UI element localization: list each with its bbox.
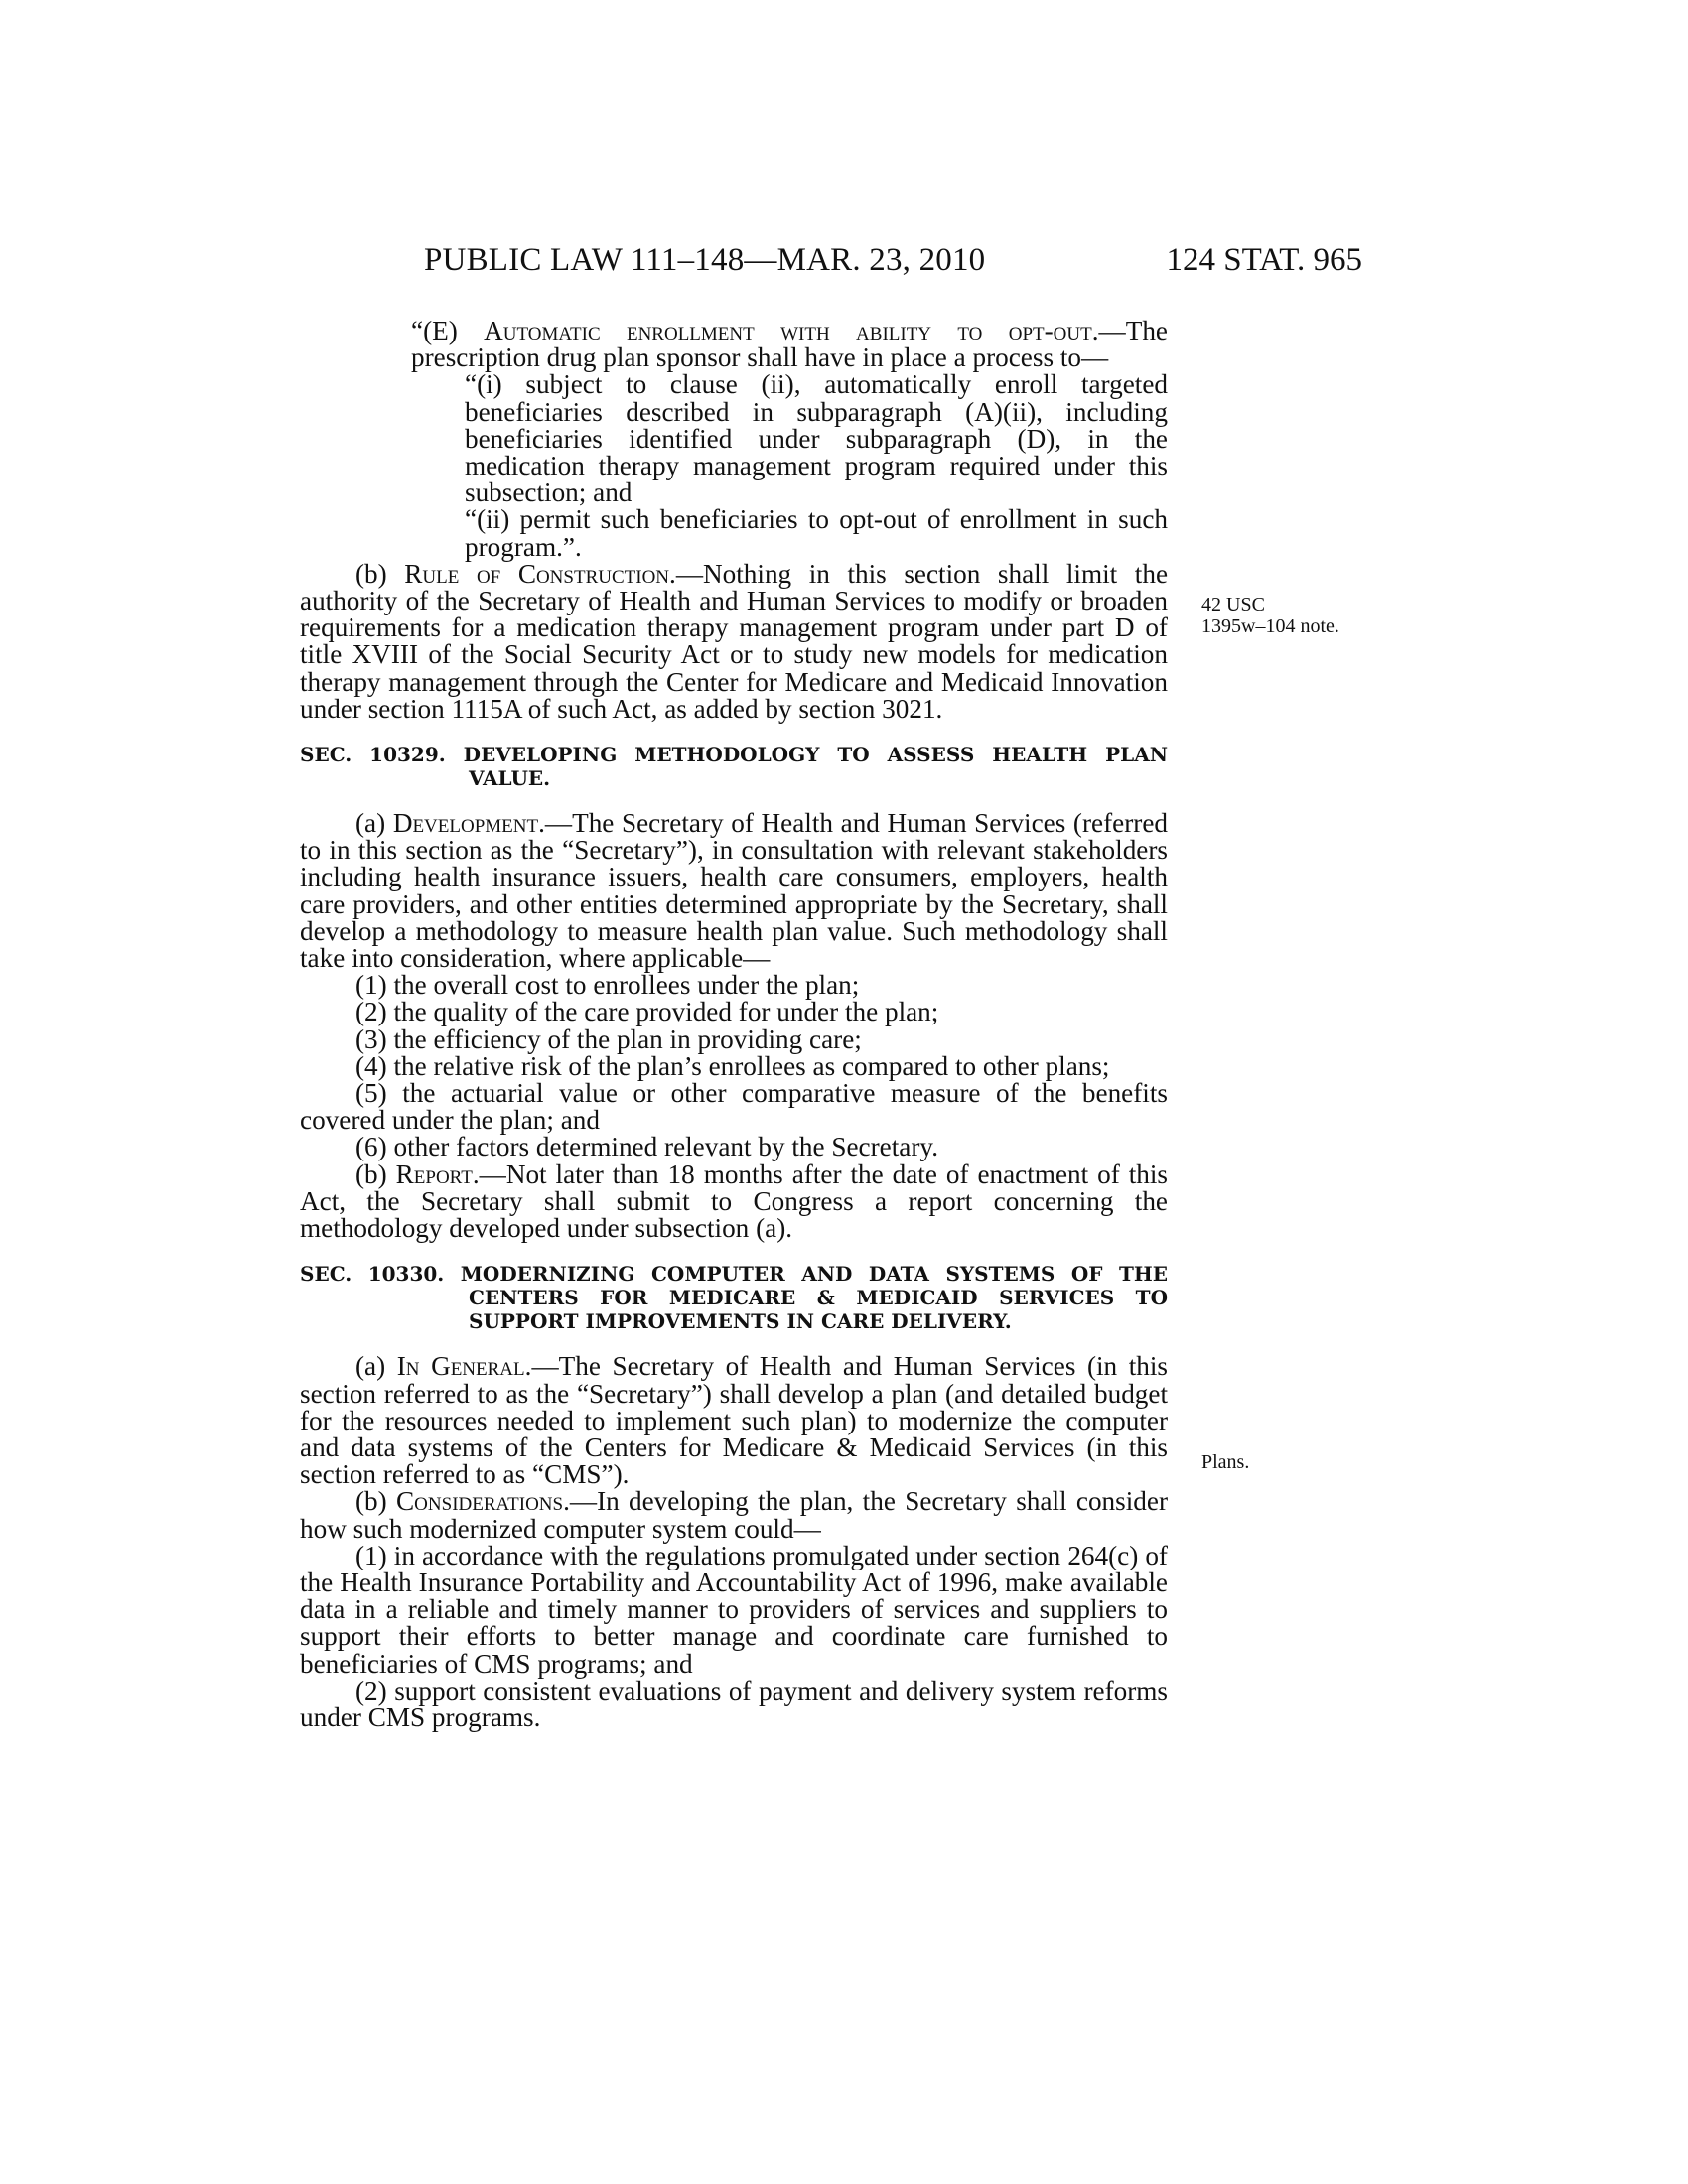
statute-body xyxy=(300,318,1168,1731)
sec-10330-a-heading: In General xyxy=(396,1351,525,1382)
list-item: (1) the overall cost to enrollees under the plan; xyxy=(355,970,860,1001)
section-10329-title: SEC. 10329. DEVELOPING METHODOLOGY TO ASSESS HEALTH PLAN VALUE. xyxy=(300,743,1168,791)
sec-10329-a-heading: Development xyxy=(392,808,539,839)
running-head: PUBLIC LAW 111–148—MAR. 23, 2010 xyxy=(424,242,986,278)
sec-10329-b-heading: Report xyxy=(395,1159,473,1189)
rule-b-label: (b) xyxy=(355,558,405,589)
list-item: (6) other factors determined relevant by the Secretary. xyxy=(355,1132,939,1162)
rule-of-construction xyxy=(300,558,1169,724)
list-item: (3) the efficiency of the plan in providing care; xyxy=(355,1024,862,1054)
subparagraph-e-text: .—The prescription drug plan sponsor shall have in place a process to— xyxy=(411,316,1168,373)
list-item: (2) the quality of the care provided for under the plan; xyxy=(355,997,939,1027)
margin-note-plans: Plans. xyxy=(1201,1451,1250,1473)
list-item: (5) the actuarial value or other comparative measure of the benefits covered under the plan; and xyxy=(300,1078,1168,1136)
sec-10329-subsection-a xyxy=(300,810,1168,972)
page-number: 124 STAT. 965 xyxy=(1166,242,1362,278)
list-item: (1) in accordance with the regulations promulgated under section 264(c) of the Health Insurance Portability and Accountability Act of 1996, make available data in a reliable and timely manner to providers of services and suppliers to support their efforts to better manage and coordinate care furnished to beneficiaries of CMS programs; and xyxy=(300,1540,1168,1679)
sec-10330-b-label: (b) xyxy=(355,1486,397,1517)
margin-note-usc-line1: 42 USC xyxy=(1201,594,1265,615)
sec-10330-b-text: .—In developing the plan, the Secretary shall consider how such modernized computer system could— xyxy=(300,1486,1168,1544)
subparagraph-e-heading: Automatic enrollment with ability to opt-out xyxy=(484,316,1092,345)
sec-10329-a-text: .—The Secretary of Health and Human Services (referred to in this section as the “Secretary”), in consultation with relevant stakeholders including health insurance issuers, health care consumers, employers, health care providers, and other entities determined appropriate by the Secretary, shall develop a methodology to measure health plan value. Such methodology shall take into consideration, where applicable— xyxy=(300,808,1168,974)
rule-b-heading: Rule of Construction xyxy=(404,558,670,589)
sec-10329-b-text: .—Not later than 18 months after the date of enactment of this Act, the Secretary shall submit to Congress a report concerning the methodology developed under subsection (a). xyxy=(300,1159,1168,1244)
sec-10330-a-label: (a) xyxy=(355,1351,397,1382)
clause-ii: “(ii) permit such beneficiaries to opt-out of enrollment in such program.”. xyxy=(465,504,1168,562)
subparagraph-e xyxy=(300,318,1168,371)
margin-note-usc-line2: 1395w–104 note. xyxy=(1201,615,1339,637)
sec-10330-a-text: .—The Secretary of Health and Human Services (in this section referred to as the “Secretary”) shall develop a plan (and detailed budget for the resources needed to implement such plan) to modernize the computer and data systems of the Centers for Medicare & Medicaid Services (in this section referred to as “CMS”). xyxy=(300,1351,1168,1490)
rule-b-text: .—Nothing in this section shall limit the authority of the Secretary of Health and Human Services to modify or broaden requirements for a medication therapy management program under part D of title XVIII of the Social Security Act or to study new models for medication therapy management through the Center for Medicare and Medicaid Innovation under section 1115A of such Act, as added by section 3021. xyxy=(300,558,1169,724)
page-header xyxy=(424,242,1362,288)
section-10330-title: SEC. 10330. MODERNIZING COMPUTER AND DATA SYSTEMS OF THE CENTERS FOR MEDICARE & MEDICAID SERVICES TO SUPPORT IMPROVEMENTS IN CARE DELIVERY. xyxy=(300,1262,1168,1334)
subparagraph-e-label: “(E) xyxy=(411,316,485,345)
sec-10329-subsection-b xyxy=(300,1161,1168,1243)
sec-10330-subsection-b xyxy=(300,1488,1168,1542)
list-item: (4) the relative risk of the plan’s enrollees as compared to other plans; xyxy=(355,1050,1110,1081)
sec-10330-b-heading: Considerations xyxy=(396,1486,564,1517)
sec-10329-a-label: (a) xyxy=(355,808,393,839)
list-item: (2) support consistent evaluations of payment and delivery system reforms under CMS programs. xyxy=(300,1675,1168,1732)
margin-note-usc xyxy=(1201,594,1339,637)
clause-i: “(i) subject to clause (ii), automatically enroll targeted beneficiaries described in subparagraph (A)(ii), including beneficiaries identified under subparagraph (D), in the medication therapy management program required under this subsection; and xyxy=(465,369,1168,508)
sec-10330-subsection-a xyxy=(300,1353,1168,1488)
sec-10329-b-label: (b) xyxy=(355,1159,396,1189)
